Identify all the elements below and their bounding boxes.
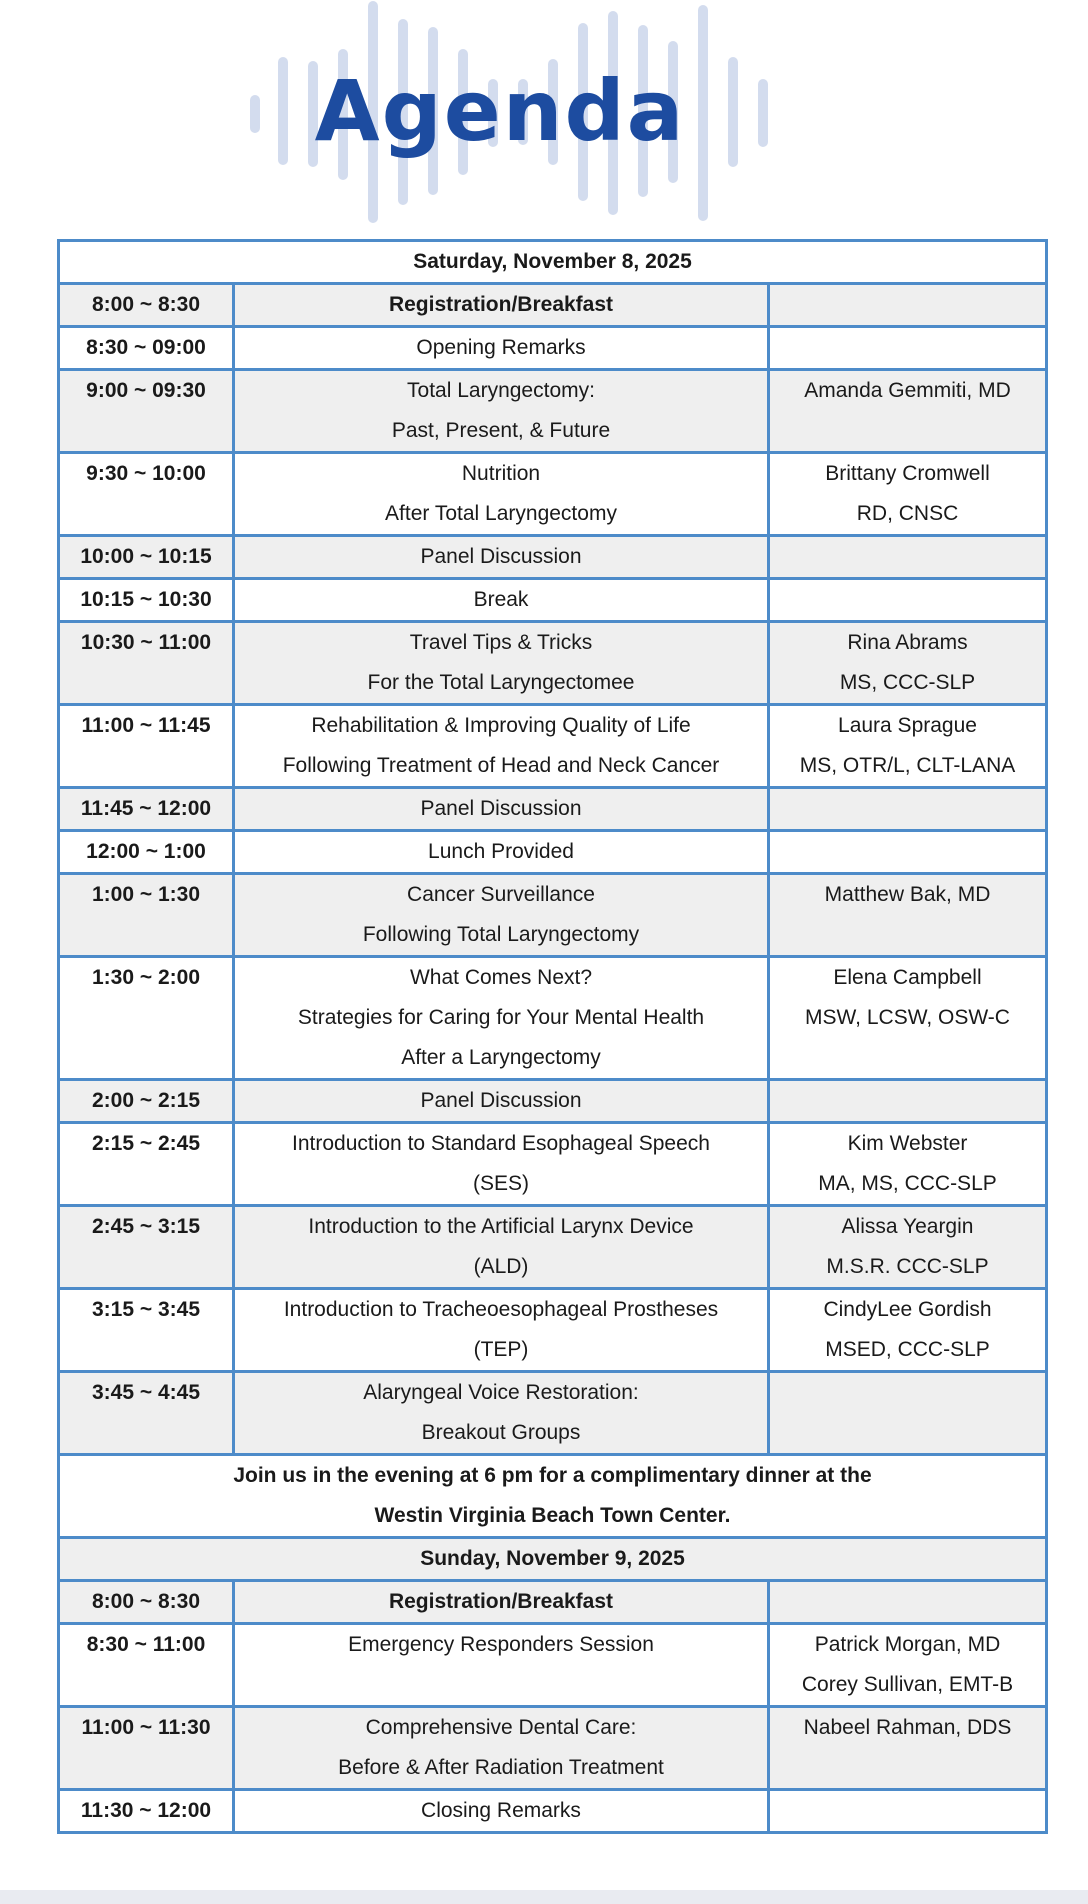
- session-line: Breakout Groups: [421, 1421, 581, 1444]
- time-cell: 2:00 ~ 2:15: [59, 1080, 234, 1123]
- session-line: Panel Discussion: [420, 797, 582, 820]
- agenda-row: [59, 831, 1047, 874]
- agenda-row: [59, 370, 1047, 453]
- session-cell: [234, 622, 769, 705]
- time-cell: 1:00 ~ 1:30: [59, 874, 234, 957]
- time-cell: 2:45 ~ 3:15: [59, 1206, 234, 1289]
- session-cell: [234, 1790, 769, 1833]
- session-cell: [234, 788, 769, 831]
- session-cell: [234, 1080, 769, 1123]
- time-cell: 12:00 ~ 1:00: [59, 831, 234, 874]
- time-cell: 9:30 ~ 10:00: [59, 453, 234, 536]
- session-line: Strategies for Caring for Your Mental Health: [297, 1006, 705, 1029]
- speaker-cell: [769, 327, 1047, 370]
- session-line: Emergency Responders Session: [348, 1633, 654, 1656]
- session-line: Comprehensive Dental Care:: [365, 1716, 637, 1739]
- speaker-cell: [769, 957, 1047, 1080]
- session-line: Rehabilitation & Improving Quality of Life: [311, 714, 691, 737]
- speaker-cell: [769, 788, 1047, 831]
- agenda-row: [59, 1123, 1047, 1206]
- time-cell: 8:30 ~ 11:00: [59, 1624, 234, 1707]
- session-cell: [234, 536, 769, 579]
- session-line: Alaryngeal Voice Restoration:: [363, 1381, 639, 1404]
- speaker-cell: [769, 1289, 1047, 1372]
- session-line: After Total Laryngectomy: [385, 502, 617, 525]
- speaker-line: Nabeel Rahman, DDS: [803, 1716, 1012, 1739]
- session-cell: [234, 957, 769, 1080]
- speaker-line: RD, CNSC: [856, 502, 959, 525]
- speaker-line: Corey Sullivan, EMT-B: [801, 1673, 1014, 1696]
- agenda-row: [59, 957, 1047, 1080]
- speaker-cell: [769, 1123, 1047, 1206]
- session-cell: [234, 1372, 769, 1455]
- session-line: Total Laryngectomy:: [407, 379, 595, 402]
- note-line: Westin Virginia Beach Town Center.: [374, 1504, 731, 1527]
- speaker-line: Kim Webster: [847, 1132, 968, 1155]
- session-line: Panel Discussion: [420, 1089, 582, 1112]
- speaker-cell: [769, 622, 1047, 705]
- agenda-row: [59, 284, 1047, 327]
- session-line: Break: [473, 588, 529, 611]
- time-cell: 8:00 ~ 8:30: [59, 1581, 234, 1624]
- session-cell: [234, 874, 769, 957]
- agenda-row: [59, 1080, 1047, 1123]
- time-cell: 11:00 ~ 11:30: [59, 1707, 234, 1790]
- agenda-row: [59, 1289, 1047, 1372]
- agenda-row: [59, 453, 1047, 536]
- speaker-cell: [769, 1206, 1047, 1289]
- evening-note-row: [59, 1455, 1047, 1538]
- session-cell: [234, 1123, 769, 1206]
- session-line: Closing Remarks: [421, 1799, 581, 1822]
- session-cell: [234, 370, 769, 453]
- session-line: Registration/Breakfast: [388, 1590, 614, 1613]
- session-cell: [234, 1581, 769, 1624]
- session-line: Following Treatment of Head and Neck Cancer: [282, 754, 720, 777]
- time-cell: 10:00 ~ 10:15: [59, 536, 234, 579]
- speaker-line: MA, MS, CCC-SLP: [818, 1172, 997, 1195]
- agenda-row: [59, 1790, 1047, 1833]
- agenda-row: [59, 1581, 1047, 1624]
- speaker-line: Amanda Gemmiti, MD: [804, 379, 1011, 402]
- note-line: Join us in the evening at 6 pm for a complimentary dinner at the: [233, 1464, 872, 1487]
- session-line: What Comes Next?: [409, 966, 593, 989]
- speaker-line: Alissa Yeargin: [841, 1215, 974, 1238]
- session-line: (SES): [472, 1172, 529, 1195]
- day-heading: Saturday, November 8, 2025: [59, 241, 1047, 284]
- session-line: Before & After Radiation Treatment: [338, 1756, 664, 1779]
- session-line: (TEP): [473, 1338, 529, 1361]
- speaker-line: MS, OTR/L, CLT-LANA: [799, 754, 1016, 777]
- speaker-cell: [769, 370, 1047, 453]
- page-title: Agenda: [314, 62, 686, 160]
- session-line: Following Total Laryngectomy: [362, 923, 640, 946]
- agenda-row: [59, 1372, 1047, 1455]
- session-cell: [234, 1707, 769, 1790]
- agenda-header: [0, 0, 1088, 238]
- session-line: Opening Remarks: [416, 336, 586, 359]
- time-cell: 11:45 ~ 12:00: [59, 788, 234, 831]
- session-line: Registration/Breakfast: [388, 293, 614, 316]
- time-cell: 1:30 ~ 2:00: [59, 957, 234, 1080]
- speaker-line: Brittany Cromwell: [825, 462, 990, 485]
- session-cell: [234, 453, 769, 536]
- speaker-line: MS, CCC-SLP: [839, 671, 976, 694]
- session-cell: [234, 705, 769, 788]
- speaker-cell: [769, 1790, 1047, 1833]
- agenda-row: [59, 1624, 1047, 1707]
- time-cell: 11:30 ~ 12:00: [59, 1790, 234, 1833]
- agenda-row: [59, 1707, 1047, 1790]
- session-line: Introduction to the Artificial Larynx Device: [308, 1215, 694, 1238]
- speaker-line: Rina Abrams: [847, 631, 968, 654]
- speaker-line: CindyLee Gordish: [823, 1298, 992, 1321]
- agenda-row: [59, 874, 1047, 957]
- agenda-row: [59, 536, 1047, 579]
- agenda-row: [59, 622, 1047, 705]
- session-cell: [234, 327, 769, 370]
- session-cell: [234, 1206, 769, 1289]
- session-cell: [234, 1624, 769, 1707]
- speaker-cell: [769, 1372, 1047, 1455]
- agenda-row: [59, 705, 1047, 788]
- session-cell: [234, 1289, 769, 1372]
- speaker-cell: [769, 1707, 1047, 1790]
- speaker-cell: [769, 536, 1047, 579]
- day-heading: Sunday, November 9, 2025: [59, 1538, 1047, 1581]
- time-cell: 9:00 ~ 09:30: [59, 370, 234, 453]
- session-cell: [234, 579, 769, 622]
- time-cell: 3:15 ~ 3:45: [59, 1289, 234, 1372]
- session-cell: [234, 831, 769, 874]
- day-heading-row: [59, 241, 1047, 284]
- session-cell: [234, 284, 769, 327]
- time-cell: 10:15 ~ 10:30: [59, 579, 234, 622]
- session-line: Panel Discussion: [420, 545, 582, 568]
- time-cell: 3:45 ~ 4:45: [59, 1372, 234, 1455]
- evening-note: [59, 1455, 1047, 1538]
- speaker-line: Patrick Morgan, MD: [814, 1633, 1001, 1656]
- session-line: Introduction to Tracheoesophageal Prostheses: [283, 1298, 719, 1321]
- session-line: Nutrition: [461, 462, 541, 485]
- agenda-row: [59, 1206, 1047, 1289]
- speaker-cell: [769, 1581, 1047, 1624]
- speaker-cell: [769, 1624, 1047, 1707]
- speaker-cell: [769, 284, 1047, 327]
- speaker-line: Matthew Bak, MD: [824, 883, 991, 906]
- speaker-line: MSW, LCSW, OSW-C: [805, 1006, 1010, 1029]
- speaker-cell: [769, 453, 1047, 536]
- session-line: Past, Present, & Future: [391, 419, 611, 442]
- session-line: Travel Tips & Tricks: [409, 631, 593, 654]
- speaker-cell: [769, 874, 1047, 957]
- time-cell: 10:30 ~ 11:00: [59, 622, 234, 705]
- speaker-cell: [769, 579, 1047, 622]
- speaker-cell: [769, 831, 1047, 874]
- session-line: Introduction to Standard Esophageal Speech: [292, 1132, 710, 1155]
- speaker-cell: [769, 705, 1047, 788]
- time-cell: 8:00 ~ 8:30: [59, 284, 234, 327]
- bottom-band: [0, 1890, 1088, 1904]
- time-cell: 8:30 ~ 09:00: [59, 327, 234, 370]
- session-line: Cancer Surveillance: [407, 883, 595, 906]
- time-cell: 11:00 ~ 11:45: [59, 705, 234, 788]
- time-cell: 2:15 ~ 2:45: [59, 1123, 234, 1206]
- speaker-line: M.S.R. CCC-SLP: [826, 1255, 989, 1278]
- agenda-row: [59, 788, 1047, 831]
- speaker-line: Elena Campbell: [833, 966, 982, 989]
- agenda-table: [57, 239, 1048, 1834]
- speaker-cell: [769, 1080, 1047, 1123]
- day-heading-row: [59, 1538, 1047, 1581]
- session-line: Lunch Provided: [428, 840, 574, 863]
- session-line: For the Total Laryngectomee: [367, 671, 635, 694]
- agenda-row: [59, 327, 1047, 370]
- agenda-row: [59, 579, 1047, 622]
- session-line: After a Laryngectomy: [401, 1046, 601, 1069]
- speaker-line: Laura Sprague: [838, 714, 977, 737]
- speaker-line: MSED, CCC-SLP: [825, 1338, 990, 1361]
- session-line: (ALD): [473, 1255, 529, 1278]
